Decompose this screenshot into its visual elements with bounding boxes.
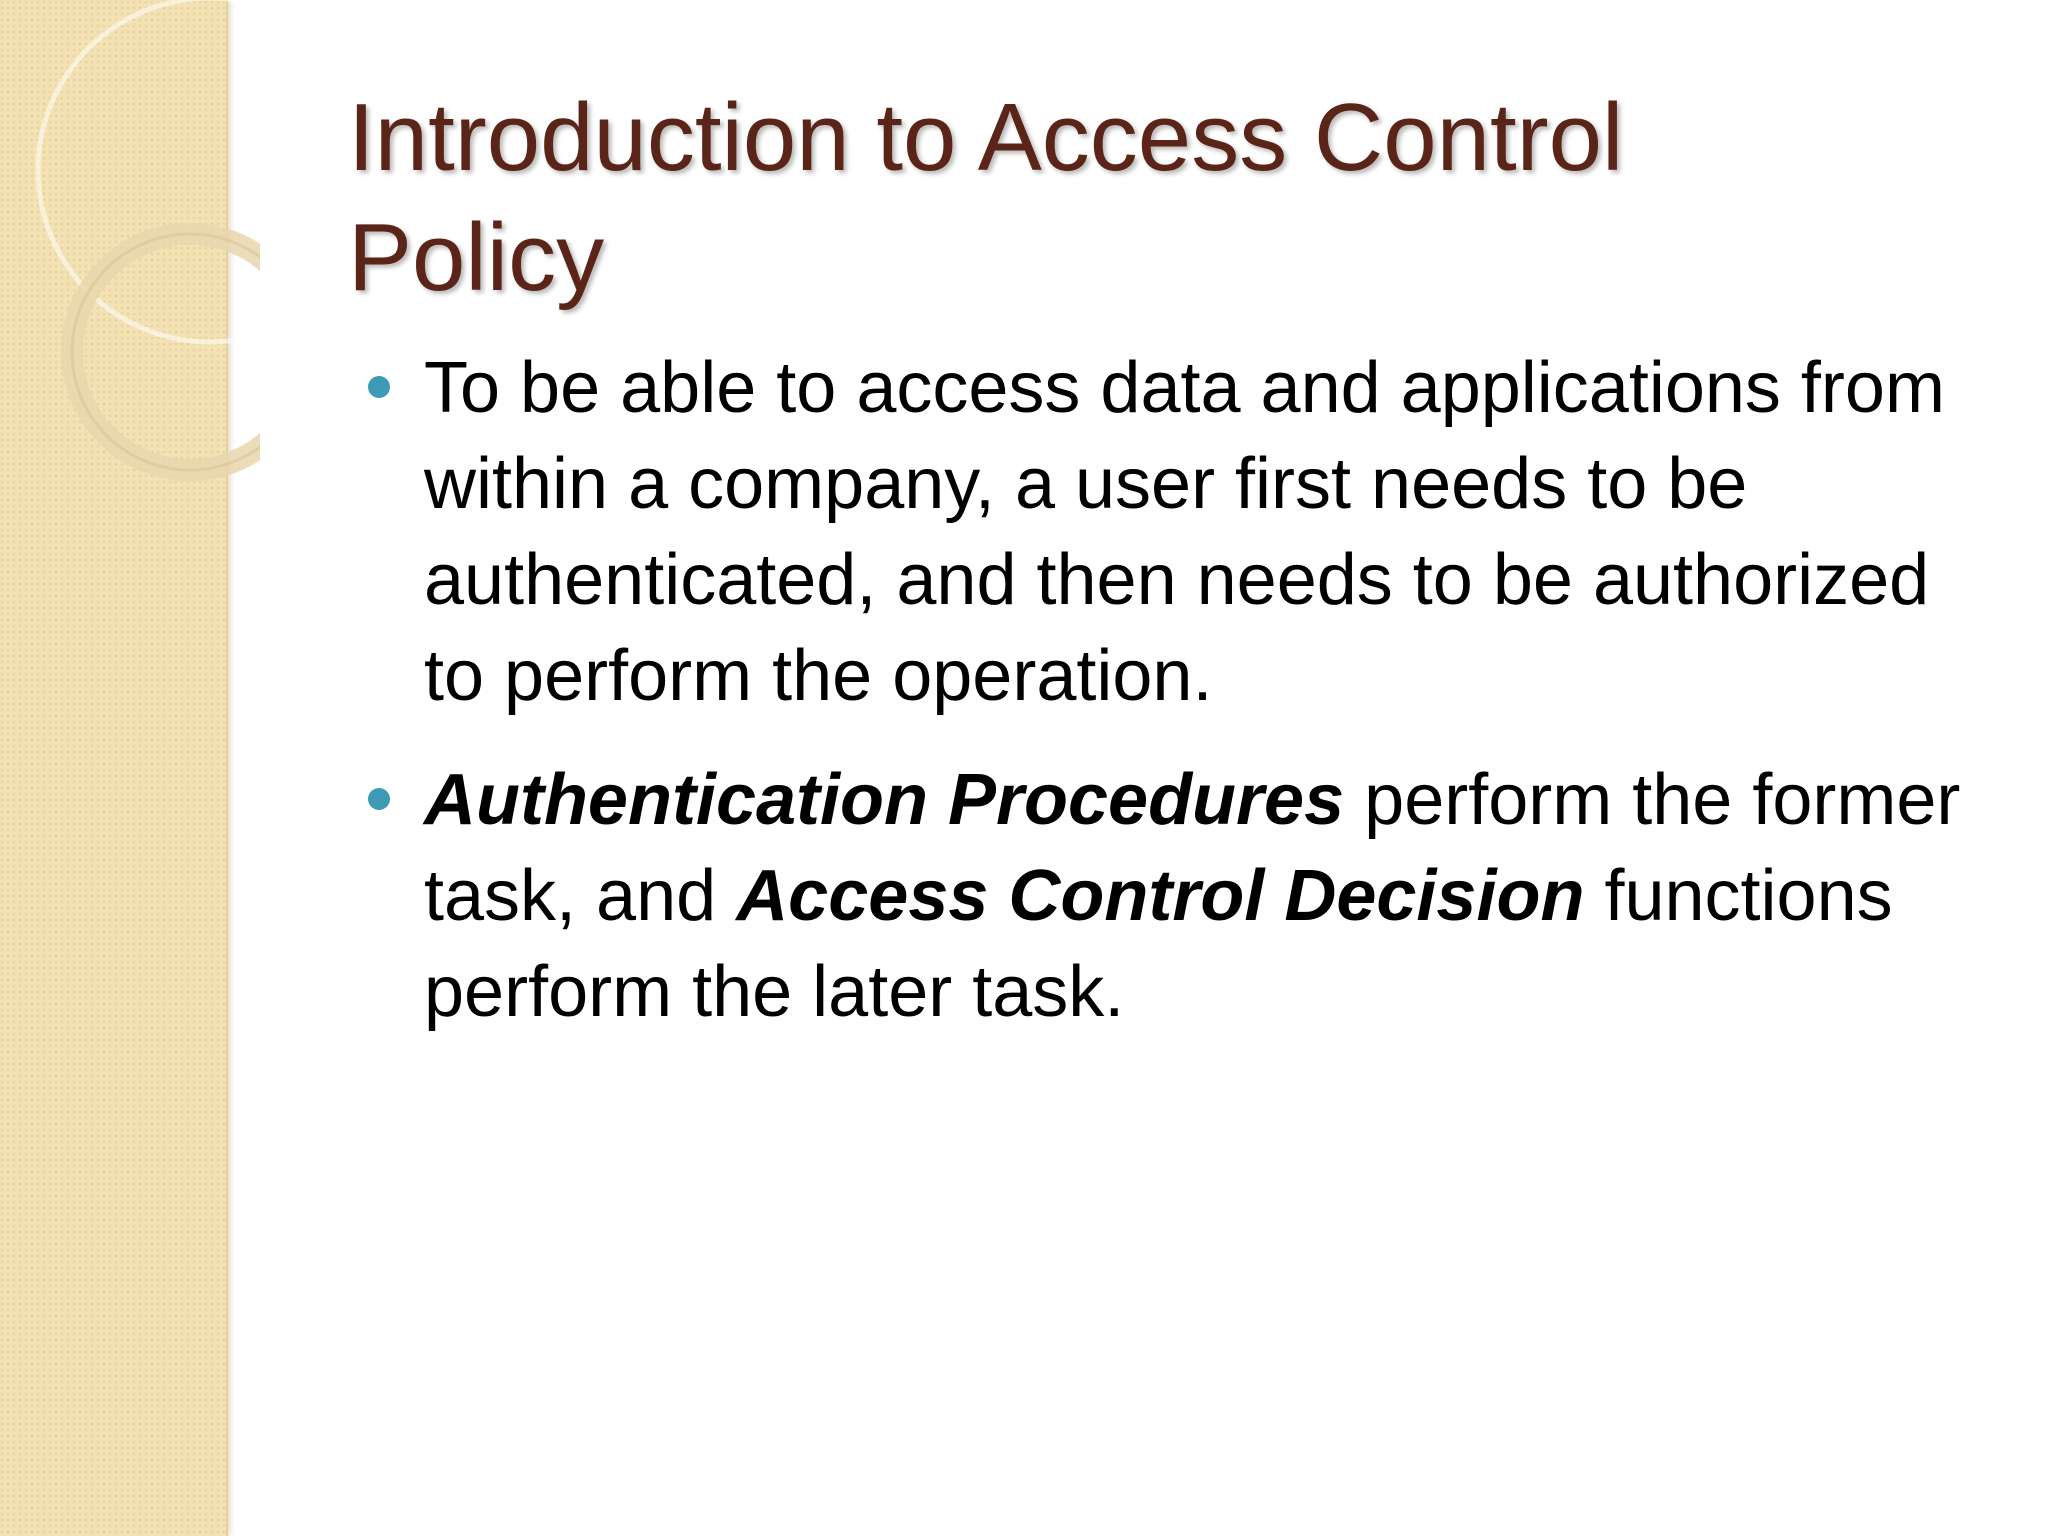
- bullet-item: [348, 340, 1968, 724]
- bullet-list: [348, 340, 1968, 1068]
- emphasized-term: Access Control Decision: [736, 856, 1585, 936]
- bullet-item: [348, 752, 1968, 1040]
- bullet-dot-icon: [368, 788, 390, 810]
- content-area: [348, 0, 1968, 1536]
- bullet-text: functions perform the later task.: [424, 856, 1893, 1032]
- bullet-dot-icon: [368, 376, 390, 398]
- slide-title: Introduction to Access Control Policy: [348, 84, 1624, 311]
- bullet-text: perform the former task, and: [424, 760, 1961, 936]
- bullet-text: To be able to access data and applications from within a company, a user first needs to be authenticated, and then needs to be authorized to perform the operation.: [424, 348, 1945, 716]
- emphasized-term: Authentication Procedures: [424, 760, 1345, 840]
- decorative-circles: [0, 0, 260, 520]
